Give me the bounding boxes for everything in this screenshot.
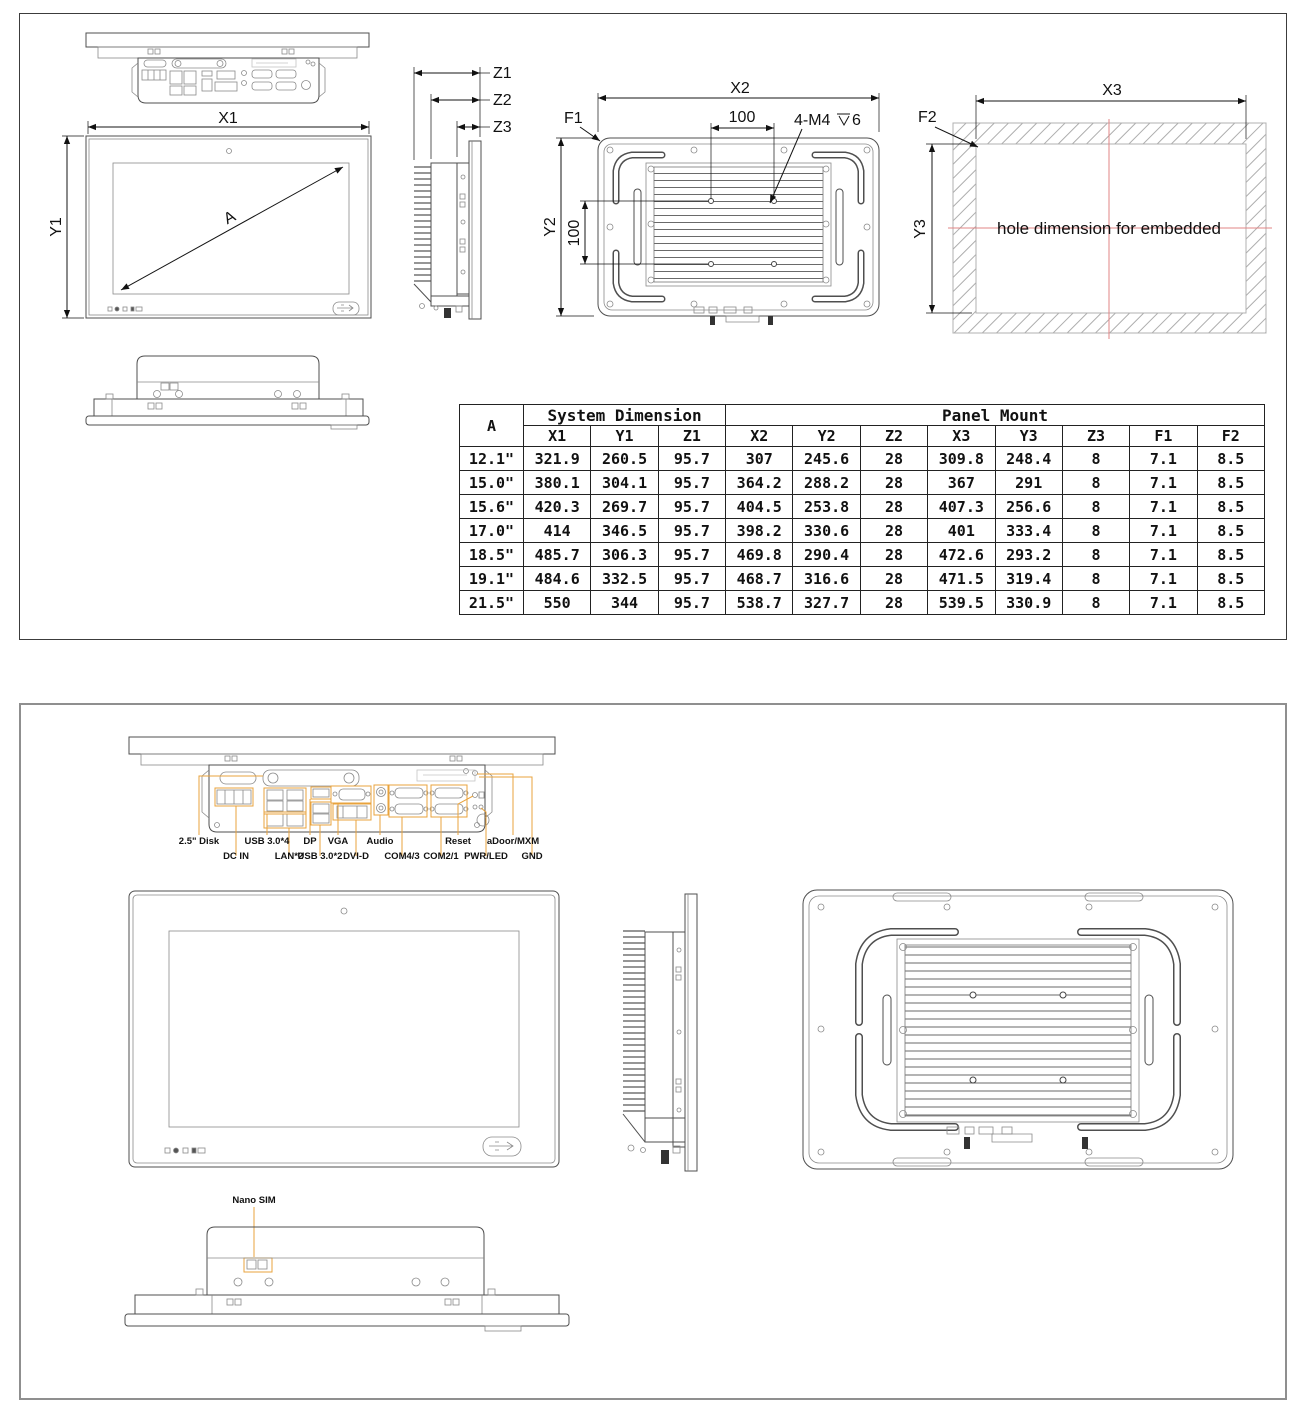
value-cell: 288.2 bbox=[793, 471, 860, 495]
column-header: F2 bbox=[1197, 426, 1264, 447]
usb-logo-icon bbox=[333, 302, 359, 315]
dim-label-100-vertical: 100 bbox=[566, 219, 583, 247]
value-cell: 260.5 bbox=[591, 447, 658, 471]
bottom-connectors bbox=[947, 1127, 1032, 1142]
value-cell: 327.7 bbox=[793, 591, 860, 615]
value-cell: 8 bbox=[1062, 519, 1129, 543]
value-cell: 28 bbox=[860, 591, 927, 615]
io-label-audio: Audio bbox=[366, 836, 394, 847]
value-cell: 550 bbox=[524, 591, 591, 615]
column-header: Z1 bbox=[658, 426, 725, 447]
dim-label-thread-depth: 6 bbox=[852, 112, 861, 129]
value-cell: 7.1 bbox=[1130, 591, 1197, 615]
value-cell: 28 bbox=[860, 495, 927, 519]
value-cell: 290.4 bbox=[793, 543, 860, 567]
io-label-gnd: GND bbox=[521, 851, 543, 862]
value-cell: 7.1 bbox=[1130, 519, 1197, 543]
value-cell: 304.1 bbox=[591, 471, 658, 495]
rear-panel-art bbox=[598, 138, 879, 325]
value-cell: 291 bbox=[995, 471, 1062, 495]
value-cell: 95.7 bbox=[658, 543, 725, 567]
value-cell: 95.7 bbox=[658, 447, 725, 471]
value-cell: 484.6 bbox=[524, 567, 591, 591]
value-cell: 7.1 bbox=[1130, 543, 1197, 567]
indicator-icons bbox=[108, 307, 142, 311]
column-header: Y2 bbox=[793, 426, 860, 447]
value-cell: 8.5 bbox=[1197, 567, 1264, 591]
value-cell: 380.1 bbox=[524, 471, 591, 495]
table-row bbox=[460, 567, 1265, 591]
column-header: F1 bbox=[1130, 426, 1197, 447]
size-cell: 12.1" bbox=[460, 447, 524, 471]
column-header: Y3 bbox=[995, 426, 1062, 447]
value-cell: 316.6 bbox=[793, 567, 860, 591]
sim-label: Nano SIM bbox=[232, 1195, 276, 1206]
size-cell: 18.5" bbox=[460, 543, 524, 567]
dim-label-x3: X3 bbox=[1102, 82, 1122, 99]
value-cell: 269.7 bbox=[591, 495, 658, 519]
value-cell: 346.5 bbox=[591, 519, 658, 543]
value-cell: 330.9 bbox=[995, 591, 1062, 615]
value-cell: 306.3 bbox=[591, 543, 658, 567]
value-cell: 7.1 bbox=[1130, 471, 1197, 495]
value-cell: 8 bbox=[1062, 591, 1129, 615]
value-cell: 256.6 bbox=[995, 495, 1062, 519]
value-cell: 401 bbox=[928, 519, 995, 543]
size-cell: 17.0" bbox=[460, 519, 524, 543]
corner-header-cell: A bbox=[460, 405, 524, 447]
value-cell: 8 bbox=[1062, 495, 1129, 519]
io-label-pwrled: PWR/LED bbox=[464, 851, 508, 862]
dim-label-y3: Y3 bbox=[912, 219, 929, 239]
column-header: Z3 bbox=[1062, 426, 1129, 447]
value-cell: 330.6 bbox=[793, 519, 860, 543]
bottom-view-drawing bbox=[84, 346, 376, 442]
value-cell: 28 bbox=[860, 567, 927, 591]
io-label-com43: COM4/3 bbox=[384, 851, 420, 862]
io-label-com21: COM2/1 bbox=[423, 851, 459, 862]
table-row bbox=[460, 519, 1265, 543]
bottom-view-drawing-2 bbox=[117, 1187, 577, 1337]
panel-mount-header: Panel Mount bbox=[726, 405, 1265, 426]
value-cell: 472.6 bbox=[928, 543, 995, 567]
value-cell: 8 bbox=[1062, 543, 1129, 567]
value-cell: 404.5 bbox=[726, 495, 793, 519]
io-label-usb4: USB 3.0*4 bbox=[244, 836, 290, 847]
dim-label-x1: X1 bbox=[218, 110, 238, 127]
table-row bbox=[460, 447, 1265, 471]
camera-icon bbox=[341, 908, 347, 914]
value-cell: 485.7 bbox=[524, 543, 591, 567]
size-table-body bbox=[460, 447, 1265, 615]
rear-view-drawing bbox=[544, 79, 906, 339]
value-cell: 7.1 bbox=[1130, 447, 1197, 471]
column-header: Z2 bbox=[860, 426, 927, 447]
value-cell: 7.1 bbox=[1130, 567, 1197, 591]
io-callout-drawing bbox=[117, 732, 587, 882]
value-cell: 398.2 bbox=[726, 519, 793, 543]
depth-symbol-icon bbox=[837, 114, 850, 125]
value-cell: 95.7 bbox=[658, 495, 725, 519]
io-port-glyphs bbox=[215, 769, 490, 828]
io-label-disk: 2.5" Disk bbox=[178, 836, 220, 847]
dim-label-z1: Z1 bbox=[493, 65, 512, 82]
bottom-panel-art bbox=[125, 1227, 569, 1331]
value-cell: 293.2 bbox=[995, 543, 1062, 567]
size-cell: 15.6" bbox=[460, 495, 524, 519]
table-row bbox=[460, 591, 1265, 615]
value-cell: 414 bbox=[524, 519, 591, 543]
rear-panel-art bbox=[803, 890, 1233, 1169]
dim-label-f2: F2 bbox=[918, 109, 937, 126]
value-cell: 253.8 bbox=[793, 495, 860, 519]
column-header: X3 bbox=[928, 426, 995, 447]
system-dimension-header: System Dimension bbox=[524, 405, 726, 426]
value-cell: 309.8 bbox=[928, 447, 995, 471]
value-cell: 95.7 bbox=[658, 567, 725, 591]
value-cell: 407.3 bbox=[928, 495, 995, 519]
table-row bbox=[460, 495, 1265, 519]
value-cell: 420.3 bbox=[524, 495, 591, 519]
value-cell: 8.5 bbox=[1197, 543, 1264, 567]
side-panel-art bbox=[623, 894, 697, 1171]
value-cell: 28 bbox=[860, 471, 927, 495]
dim-label-100-horizontal: 100 bbox=[728, 109, 756, 126]
value-cell: 364.2 bbox=[726, 471, 793, 495]
dim-label-y1: Y1 bbox=[48, 217, 65, 237]
value-cell: 538.7 bbox=[726, 591, 793, 615]
value-cell: 8 bbox=[1062, 471, 1129, 495]
drawing-sheet-2 bbox=[19, 703, 1287, 1400]
value-cell: 471.5 bbox=[928, 567, 995, 591]
value-cell: 7.1 bbox=[1130, 495, 1197, 519]
value-cell: 28 bbox=[860, 519, 927, 543]
drawing-sheet-1 bbox=[19, 13, 1287, 640]
table-row bbox=[460, 543, 1265, 567]
hole-dimension-drawing bbox=[904, 79, 1281, 354]
dim-label-z3: Z3 bbox=[493, 119, 512, 136]
value-cell: 8.5 bbox=[1197, 495, 1264, 519]
size-cell: 21.5" bbox=[460, 591, 524, 615]
hole-note-text: hole dimension for embedded bbox=[997, 219, 1221, 238]
dim-label-z2: Z2 bbox=[493, 92, 512, 109]
dim-label-diagonal: A bbox=[221, 208, 239, 229]
indicator-icons bbox=[165, 1148, 205, 1153]
column-header: X2 bbox=[726, 426, 793, 447]
side-view-drawing-2 bbox=[617, 892, 729, 1174]
value-cell: 321.9 bbox=[524, 447, 591, 471]
value-cell: 95.7 bbox=[658, 591, 725, 615]
value-cell: 8.5 bbox=[1197, 519, 1264, 543]
usb-logo-icon bbox=[483, 1137, 521, 1156]
side-panel-art bbox=[414, 141, 481, 319]
value-cell: 245.6 bbox=[793, 447, 860, 471]
value-cell: 8.5 bbox=[1197, 447, 1264, 471]
bottom-connectors bbox=[694, 307, 759, 322]
io-label-adoor: aDoor/MXM bbox=[486, 836, 540, 847]
value-cell: 332.5 bbox=[591, 567, 658, 591]
value-cell: 248.4 bbox=[995, 447, 1062, 471]
dim-label-y2: Y2 bbox=[542, 217, 559, 237]
front-view-drawing bbox=[46, 108, 378, 332]
value-cell: 367 bbox=[928, 471, 995, 495]
io-label-dcin: DC IN bbox=[223, 851, 249, 862]
value-cell: 539.5 bbox=[928, 591, 995, 615]
value-cell: 95.7 bbox=[658, 471, 725, 495]
io-label-usb2: USB 3.0*2 bbox=[297, 851, 343, 862]
dim-label-f1: F1 bbox=[564, 110, 583, 127]
camera-icon bbox=[227, 149, 232, 154]
value-cell: 468.7 bbox=[726, 567, 793, 591]
io-label-dvid: DVI-D bbox=[343, 851, 369, 862]
value-cell: 28 bbox=[860, 543, 927, 567]
front-panel-art bbox=[129, 891, 559, 1167]
value-cell: 8.5 bbox=[1197, 591, 1264, 615]
value-cell: 344 bbox=[591, 591, 658, 615]
value-cell: 469.8 bbox=[726, 543, 793, 567]
value-cell: 95.7 bbox=[658, 519, 725, 543]
value-cell: 319.4 bbox=[995, 567, 1062, 591]
value-cell: 307 bbox=[726, 447, 793, 471]
front-view-drawing-2 bbox=[127, 887, 563, 1173]
value-cell: 8.5 bbox=[1197, 471, 1264, 495]
value-cell: 8 bbox=[1062, 447, 1129, 471]
io-label-lan: LAN*2 bbox=[274, 851, 304, 862]
io-port-glyphs bbox=[142, 59, 315, 95]
io-label-vga: VGA bbox=[327, 836, 349, 847]
io-label-reset: Reset bbox=[445, 836, 471, 847]
column-header: Y1 bbox=[591, 426, 658, 447]
size-cell: 19.1" bbox=[460, 567, 524, 591]
rear-view-drawing-2 bbox=[797, 887, 1239, 1173]
size-cell: 15.0" bbox=[460, 471, 524, 495]
dimension-table bbox=[459, 404, 1265, 615]
table-group-header-row bbox=[460, 405, 1265, 426]
table-subheader-row bbox=[460, 426, 1265, 447]
column-header: X1 bbox=[524, 426, 591, 447]
io-label-dp: DP bbox=[303, 836, 317, 847]
dim-label-thread: 4-M4 bbox=[794, 112, 831, 129]
value-cell: 333.4 bbox=[995, 519, 1062, 543]
value-cell: 28 bbox=[860, 447, 927, 471]
value-cell: 8 bbox=[1062, 567, 1129, 591]
dim-label-x2: X2 bbox=[730, 80, 750, 97]
table-row bbox=[460, 471, 1265, 495]
